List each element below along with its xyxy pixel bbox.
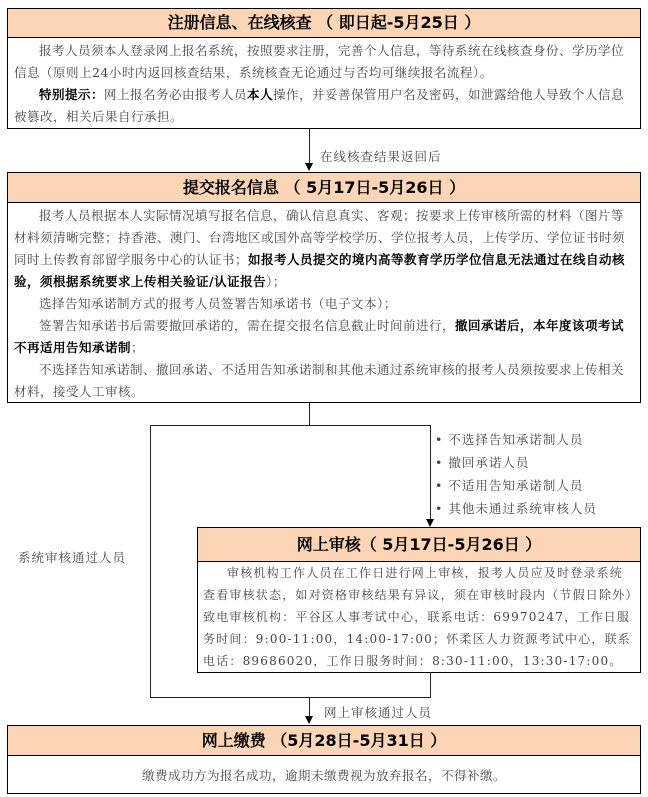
step2-para2: 选择告知承诺制方式的报考人员签署告知承诺书（电子文本）；: [39, 296, 397, 311]
step1-para2-text1: 网上报名务必由报考人员: [104, 87, 248, 102]
arrow1-head-icon: [305, 163, 313, 171]
branch-left-vertical: [150, 425, 151, 698]
step3-body: [198, 562, 640, 672]
arrow1-line: [309, 129, 310, 164]
step2-para1-end: ）；: [266, 274, 286, 289]
step1-title: 注册信息、在线核查 （ 即日起-5月25日 ）: [8, 9, 640, 38]
arrow1-label: 在线核查结果返回后: [320, 149, 442, 164]
branch-item: • 不适用告知承诺制人员: [435, 478, 584, 493]
branch-stem: [309, 403, 310, 425]
step1-body: [8, 38, 640, 130]
step2-para4: 不选择告知承诺制、撤回承诺、不适用告知承诺制和其他未通过系统审核的报考人员须按要求上传相关材料，接受人工审核。: [14, 362, 625, 399]
self-emphasis: 本人: [247, 87, 274, 102]
final-arrow-label: 网上审核通过人员: [324, 705, 433, 720]
step2-para3-text: 签署告知承诺书后需要撤回承诺的，需在提交报名信息截止时间前进行，: [39, 318, 456, 333]
step3-title: 网上审核（ 5月17日-5月26日 ）: [198, 528, 640, 562]
step3-para: 审核机构工作人员在工作日进行网上审核，报考人员应及时登录系统查看审核状态，如对资格审核结果有异议，须在审核时段内（节假日除外）致电审核机构：平谷区人事考试中心，联系电话：69970247，工作日服务时间：9:00-11:00，14:00-17:00；怀柔区人力资源考试中心，联系电话：89686020，工作日服务时间：8:30-11:00，13:30-17:00。: [203, 566, 633, 668]
step4-body: [8, 756, 640, 796]
step1-box: [7, 8, 641, 129]
step2-body: [8, 203, 640, 405]
step4-para: 缴费成功方为报名成功，逾期未缴费视为放弃报名，不得补缴。: [141, 768, 506, 783]
step1-para1: 报考人员须本人登录网上报名系统，按照要求注册，完善个人信息，等待系统在线核查身份、学历学位信息（原则上24小时内返回核查结果，系统核查无论通过与否均可继续报名流程）。: [14, 43, 625, 80]
step2-box: [7, 172, 641, 403]
step2-para3: [14, 315, 634, 359]
step2-para1-bold: 如报考人员提交的境内高等教育学历学位信息无法通过在线自动核验，须根据系统要求上传相关验证/认证报告: [14, 252, 626, 289]
step4-box: [7, 725, 641, 794]
step2-para3-bold: 撤回承诺后，本年度该项考试不再适用告知承诺制: [14, 318, 625, 355]
branch-left-label: 系统审核通过人员: [18, 550, 127, 565]
step1-para2-text2: 操作，并妥善保管用户名及密码，如泄露给他人导致个人信息被篡改，相关后果自行承担。: [14, 87, 625, 124]
step2-para3-end: ；: [131, 340, 145, 355]
step2-para1: [14, 205, 634, 293]
special-note-label: 特别提示：: [39, 87, 105, 102]
branch-item: • 其他未通过系统审核人员: [435, 501, 597, 516]
step3-box: [197, 527, 641, 673]
branch-right-arrowhead-icon: [426, 519, 434, 527]
branch-right-list: [435, 428, 597, 520]
step2-para1-text: 报考人员根据本人实际情况填写报名信息，确认信息真实、客观；按要求上传审核所需的材料（图片等材料须清晰完整；持香港、澳门、台湾地区或国外高等学校学历、学位报考人员，上传学历、学位证书时须同时上传教育部留学服务中心的认证书；: [14, 208, 626, 267]
merge-bottom-horizontal: [150, 697, 431, 698]
branch-item: • 撤回承诺人员: [435, 455, 530, 470]
branch-right-vertical: [430, 425, 431, 520]
final-arrow-line: [309, 697, 310, 717]
branch-item: • 不选择告知承诺制人员: [435, 432, 584, 447]
final-arrowhead-icon: [305, 716, 313, 724]
step4-title: 网上缴费 （5月28日-5月31日 ）: [8, 726, 640, 756]
merge-right-vertical: [430, 673, 431, 698]
branch-top-horizontal: [150, 425, 431, 426]
step1-para2: [14, 84, 634, 128]
step2-title: 提交报名信息 （ 5月17日-5月26日 ）: [8, 173, 640, 203]
